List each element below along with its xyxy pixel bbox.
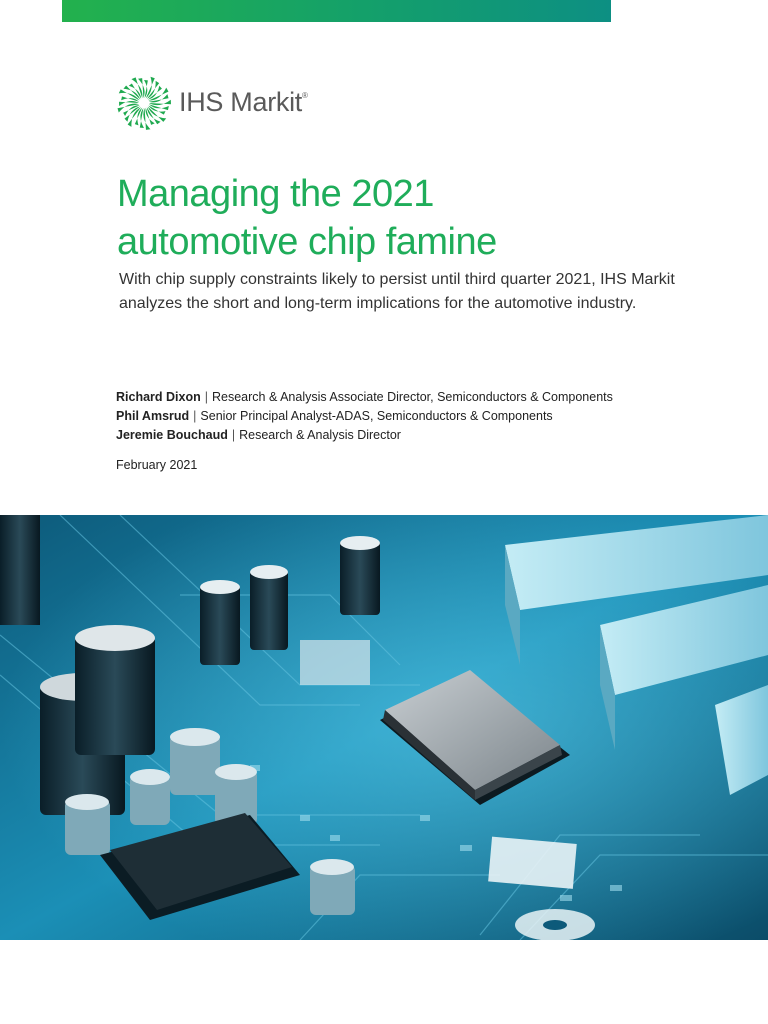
subtitle: With chip supply constraints likely to persist until third quarter 2021, IHS Markit analyzes the short and long-term implications for the automotive industry.: [119, 271, 675, 312]
starburst-logo-icon: [115, 74, 173, 132]
author-role: Senior Principal Analyst-ADAS, Semiconductors & Components: [200, 409, 553, 423]
title-line-2: automotive chip famine: [117, 221, 497, 263]
page-title: [117, 170, 737, 266]
author-separator: |: [193, 409, 197, 423]
logo-ray: [149, 94, 169, 102]
author-name: Jeremie Bouchaud: [116, 428, 228, 442]
author-role: Research & Analysis Associate Director, Semiconductors & Components: [212, 390, 613, 404]
author-name: Richard Dixon: [116, 390, 201, 404]
logo-name: IHS Markit: [179, 87, 303, 117]
logo-wordmark: [179, 87, 308, 118]
author-line: [116, 388, 756, 407]
circuit-board-illustration: [0, 515, 768, 940]
logo-ray: [125, 106, 141, 121]
hero-image: [0, 515, 768, 940]
title-line-1: Managing the 2021: [117, 173, 434, 215]
author-list: [116, 388, 756, 445]
author-name: Phil Amsrud: [116, 409, 190, 423]
author-separator: |: [204, 390, 208, 404]
trademark-symbol: ®: [302, 91, 308, 100]
logo-ray: [149, 104, 169, 110]
author-line: [116, 426, 756, 445]
publication-date: February 2021: [116, 458, 198, 472]
author-line: [116, 407, 756, 426]
ihs-markit-logo: [115, 74, 325, 132]
author-separator: |: [231, 428, 236, 442]
brand-color-bar: [62, 0, 611, 22]
author-role: Research & Analysis Director: [239, 428, 401, 442]
